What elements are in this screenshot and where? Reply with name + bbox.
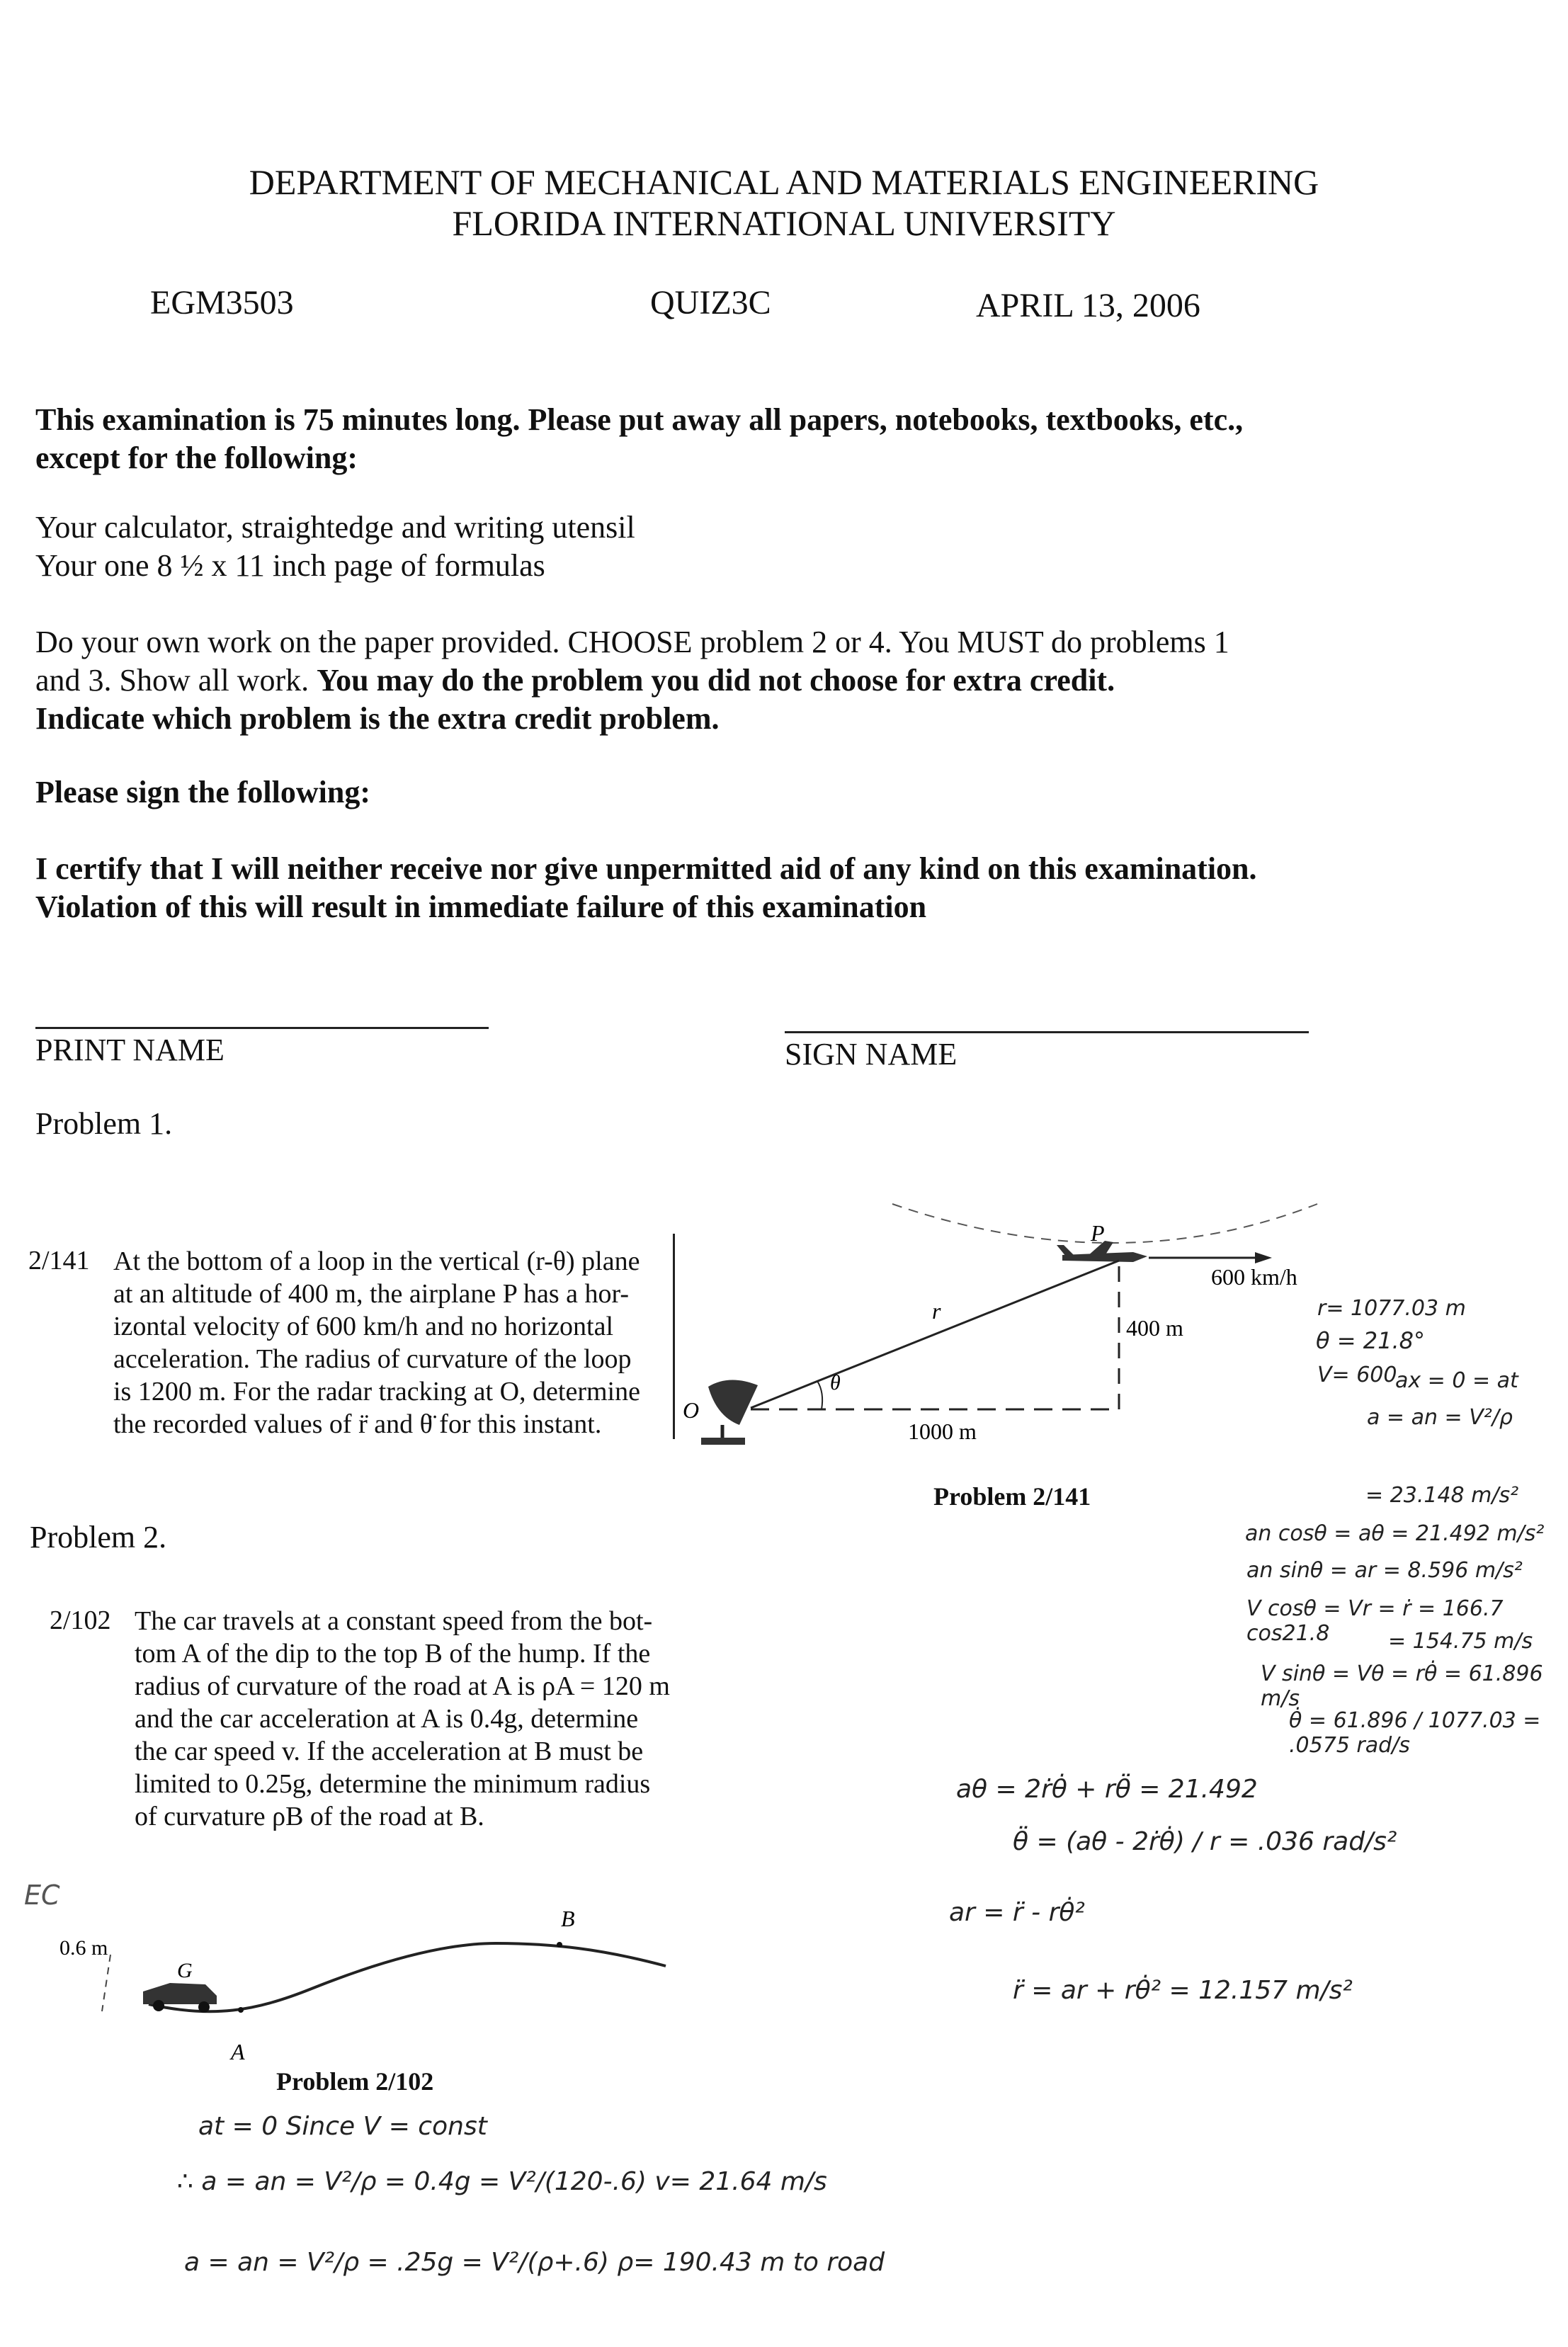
certify-line-2: Violation of this will result in immediate failure of this examination: [35, 890, 927, 924]
r-line: [751, 1261, 1119, 1408]
radar-dish-icon: [701, 1380, 758, 1445]
exam-length-line: This examination is 75 minutes long. Please put away all papers, notebooks, textbooks, etc.,: [35, 402, 1244, 437]
university-title: FLORIDA INTERNATIONAL UNIVERSITY: [452, 203, 1116, 243]
label-A: A: [231, 2039, 245, 2064]
work-r: r= 1077.03 m: [1317, 1296, 1466, 1321]
label-P: P: [1091, 1220, 1105, 1246]
problem-1-heading: Problem 1.: [35, 1106, 173, 1141]
work-a-theta: an cosθ = aθ = 21.492 m/s²: [1245, 1521, 1545, 1546]
label-B: B: [561, 1906, 575, 1931]
extra-credit-mark: EC: [24, 1880, 60, 1911]
work-p2-line3: a = an = V²/ρ = .25g = V²/(ρ+.6) ρ= 190.43 m to road: [184, 2248, 885, 2277]
work-vr: V cosθ = Vr = ṙ = 166.7 cos21.8: [1246, 1596, 1504, 1646]
work-an: a = an = V²/ρ: [1367, 1405, 1513, 1430]
label-O: O: [683, 1397, 700, 1423]
work-a-value: = 23.148 m/s²: [1365, 1483, 1519, 1508]
theta-arc: [817, 1381, 822, 1409]
certify-line-1: I certify that I will neither receive nor give unpermitted aid of any kind on this examination.: [35, 851, 1257, 886]
work-a-r: an sinθ = ar = 8.596 m/s²: [1246, 1558, 1523, 1583]
quiz-name: QUIZ3C: [650, 284, 771, 322]
work-instruction-1: Do your own work on the paper provided. CHOOSE problem 2 or 4. You MUST do problems 1: [35, 625, 1229, 659]
label-theta: θ: [830, 1371, 841, 1394]
work-a-theta-eq: aθ = 2ṙθ̇ + rθ̈ = 21.492: [956, 1775, 1258, 1804]
road-curve: [149, 1943, 666, 2011]
problem-1-number: 2/141: [28, 1246, 90, 1275]
sign-name-label: SIGN NAME: [785, 1037, 958, 1072]
height-line: [102, 1955, 110, 2011]
problem-2-caption: Problem 2/102: [276, 2067, 434, 2096]
label-altitude: 400 m: [1126, 1315, 1183, 1341]
label-r: r: [932, 1298, 941, 1324]
point-B-dot: [557, 1942, 562, 1948]
problem-2-figure: [42, 1898, 680, 2082]
work-a-r-eq: ar = r̈ - rθ̇²: [949, 1898, 1085, 1927]
problem-2-number: 2/102: [50, 1606, 111, 1635]
loop-path: [892, 1204, 1317, 1243]
sign-name-line[interactable]: [785, 1031, 1309, 1033]
work-instruction-2: [35, 661, 1551, 700]
allowed-item-1: Your calculator, straightedge and writing utensil: [35, 510, 635, 545]
work-theta-ddot: θ̈ = (aθ - 2ṙθ̇) / r = .036 rad/s²: [1013, 1827, 1397, 1856]
work-p2-line2: ∴ a = an = V²/ρ = 0.4g = V²/(120-.6) v= 21.64 m/s: [177, 2167, 827, 2196]
sign-prompt: Please sign the following:: [35, 775, 370, 809]
problem-2-text: The car travels at a constant speed from the bot- tom A of the dip to the top B of the hump. If the radius of curvature of the road at A is ρA = 120 m and the car acceleration at A is 0.4g, determine the car speed v. If the acceleration at B must be limited to 0.25g, determine the minimum radius of curvature ρB of the road at B.: [135, 1606, 670, 1831]
work-vr-value: = 154.75 m/s: [1388, 1629, 1533, 1654]
problem-2-heading: Problem 2.: [30, 1520, 167, 1555]
problem-1-figure: [680, 1161, 1388, 1473]
print-name-label: PRINT NAME: [35, 1033, 225, 1067]
label-speed: 600 km/h: [1211, 1264, 1297, 1290]
work-theta: θ = 21.8°: [1316, 1327, 1425, 1354]
label-G: G: [177, 1959, 193, 1982]
work-v: V= 600: [1317, 1363, 1397, 1387]
work-ax: ax = 0 = at: [1395, 1368, 1518, 1393]
work-theta-dot: θ̇ = 61.896 / 1077.03 = .0575 rad/s: [1289, 1708, 1541, 1758]
problem-1-caption: Problem 2/141: [933, 1482, 1091, 1511]
work-p2-line1: at = 0 Since V = const: [198, 2112, 487, 2141]
label-height: 0.6 m: [59, 1936, 108, 1960]
label-distance: 1000 m: [908, 1419, 977, 1444]
problem-1-text: At the bottom of a loop in the vertical (r-θ) plane at an altitude of 400 m, the airplane P has a hor- izontal velocity of 600 km/h and no horizontal acceleration. The radius of curvature of the loop is 1200 m. For the radar tracking at O, determine the recorded values of r̈ and θ̈ for this instant.: [113, 1246, 640, 1439]
quiz-date: APRIL 13, 2006: [976, 287, 1200, 324]
work-instruction-2b: You may do the problem you did not choose for extra credit.: [317, 663, 1115, 698]
allowed-item-2: Your one 8 ½ x 11 inch page of formulas: [35, 548, 545, 583]
exam-length-line-2: except for the following:: [35, 441, 358, 475]
department-title: DEPARTMENT OF MECHANICAL AND MATERIALS ENGINEERING: [249, 162, 1319, 202]
work-instruction-2a: and 3. Show all work.: [35, 663, 309, 698]
point-A-dot: [238, 2007, 244, 2013]
print-name-line[interactable]: [35, 1027, 489, 1029]
work-instruction-3: Indicate which problem is the extra credit problem.: [35, 701, 720, 736]
work-r-ddot: r̈ = ar + rθ̇² = 12.157 m/s²: [1013, 1976, 1353, 2005]
problem-1-divider: [673, 1234, 675, 1439]
course-code: EGM3503: [150, 284, 294, 322]
work-vtheta: V sinθ = Vθ = rθ̇ = 61.896 m/s: [1261, 1661, 1543, 1711]
